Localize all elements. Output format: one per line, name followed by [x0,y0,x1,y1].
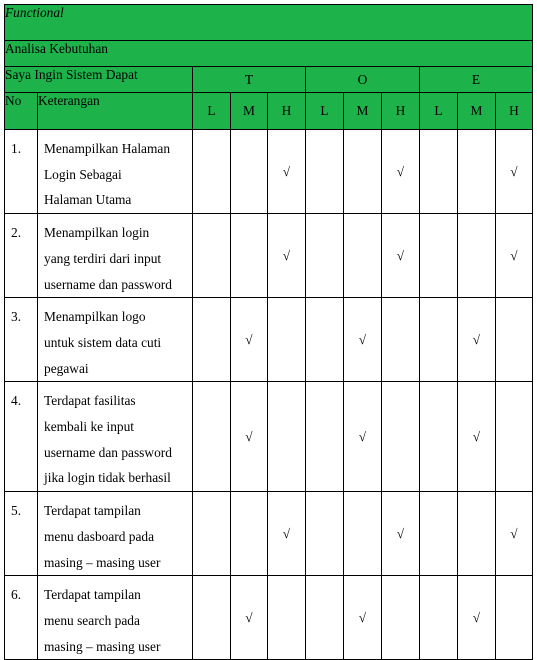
keterangan-line: Halaman Utama [44,192,132,208]
row-keterangan [38,382,193,492]
check-mark-icon: √ [472,609,481,625]
check-cell-t-l [193,298,231,382]
row-number: 5. [5,492,38,576]
check-cell-e-h [496,214,533,298]
keterangan-line: menu search pada [44,612,140,628]
row-number: 3. [5,298,38,382]
check-mark-icon: √ [245,609,253,625]
check-cell-t-l [193,576,231,660]
check-cell-o-h [382,492,420,576]
table-row [5,214,533,298]
row-keterangan [38,576,193,660]
check-mark-icon: √ [396,163,405,179]
keterangan-line: Terdapat fasilitas [44,393,136,409]
header-no: No [5,93,38,130]
check-mark-icon: √ [358,331,367,347]
check-cell-o-l [306,382,344,492]
check-cell-t-h [268,214,306,298]
keterangan-line: menu dasboard pada [44,528,155,544]
check-cell-o-h [382,382,420,492]
keterangan-line: yang terdiri dari input [44,250,162,266]
check-cell-t-m [231,214,268,298]
check-cell-t-l [193,382,231,492]
keterangan-line: kembali ke input [44,419,134,435]
table-row [5,298,533,382]
check-cell-t-m [231,382,268,492]
check-cell-e-m [458,214,496,298]
check-cell-o-m [344,382,382,492]
check-cell-e-m [458,130,496,214]
row-number: 4. [5,382,38,492]
check-cell-o-m [344,492,382,576]
header-level-t-m: M [231,93,268,130]
check-cell-o-l [306,214,344,298]
check-mark-icon: √ [282,163,291,179]
row-number: 2. [5,214,38,298]
check-cell-o-h [382,576,420,660]
group-header-o: O [306,67,420,93]
group-header-t: T [193,67,306,93]
check-cell-t-h [268,382,306,492]
header-keterangan: Keterangan [38,93,193,130]
check-cell-t-l [193,492,231,576]
keterangan-line: jika login tidak berhasil [44,470,171,486]
keterangan-line: Terdapat tampilan [44,503,141,519]
check-cell-o-h [382,214,420,298]
check-cell-t-h [268,130,306,214]
check-cell-e-l [420,492,458,576]
header-level-o-l: L [306,93,344,130]
check-cell-o-m [344,576,382,660]
row-keterangan [38,214,193,298]
check-cell-o-l [306,298,344,382]
check-cell-o-l [306,576,344,660]
check-mark-icon: √ [358,609,367,625]
table-row [5,492,533,576]
keterangan-line: untuk sistem data cuti [44,334,162,350]
check-cell-t-l [193,214,231,298]
header-level-e-l: L [420,93,458,130]
header-level-e-h: H [496,93,533,130]
check-cell-e-l [420,130,458,214]
check-cell-e-m [458,576,496,660]
keterangan-line: Terdapat tampilan [44,587,141,603]
row-number: 6. [5,576,38,660]
row-keterangan [38,492,193,576]
check-cell-o-l [306,492,344,576]
check-cell-e-h [496,492,533,576]
requirements-table [4,4,533,660]
check-mark-icon: √ [282,525,291,541]
table-row [5,576,533,660]
check-cell-t-m [231,298,268,382]
group-header-row [5,67,533,93]
section-row [5,41,533,67]
check-cell-o-m [344,130,382,214]
row-keterangan [38,130,193,214]
check-cell-t-h [268,576,306,660]
keterangan-line: Menampilkan login [44,225,150,241]
check-cell-t-m [231,576,268,660]
check-mark-icon: √ [510,163,518,179]
check-cell-t-h [268,298,306,382]
check-mark-icon: √ [510,247,518,263]
check-cell-e-h [496,382,533,492]
header-level-o-m: M [344,93,382,130]
table-row [5,382,533,492]
header-level-e-m: M [458,93,496,130]
group-header-e: E [420,67,533,93]
table-title: Functional [5,5,533,41]
keterangan-line: Menampilkan logo [44,309,146,325]
check-mark-icon: √ [396,525,405,541]
column-header-row [5,93,533,130]
keterangan-line: username dan password [44,444,172,460]
check-cell-e-l [420,298,458,382]
check-mark-icon: √ [472,428,481,444]
check-cell-o-m [344,214,382,298]
header-level-t-h: H [268,93,306,130]
check-mark-icon: √ [282,247,291,263]
check-cell-e-l [420,576,458,660]
check-cell-o-h [382,298,420,382]
check-cell-t-m [231,492,268,576]
check-cell-o-h [382,130,420,214]
check-cell-t-h [268,492,306,576]
keterangan-line: username dan password [44,276,172,292]
check-mark-icon: √ [510,525,518,541]
check-cell-e-h [496,130,533,214]
check-cell-e-l [420,214,458,298]
row-keterangan [38,298,193,382]
check-cell-e-l [420,382,458,492]
check-cell-e-m [458,382,496,492]
table-row [5,130,533,214]
keterangan-line: masing – masing user [44,554,161,570]
check-cell-o-m [344,298,382,382]
check-cell-e-h [496,298,533,382]
check-cell-t-m [231,130,268,214]
keterangan-line: Menampilkan Halaman [44,141,171,156]
check-mark-icon: √ [245,428,253,444]
check-cell-o-l [306,130,344,214]
title-row [5,5,533,41]
header-label: Saya Ingin Sistem Dapat [5,67,193,93]
keterangan-line: masing – masing user [44,638,161,654]
check-mark-icon: √ [245,331,253,347]
section-title: Analisa Kebutuhan [5,41,533,67]
check-cell-e-h [496,576,533,660]
check-cell-e-m [458,298,496,382]
header-level-t-l: L [193,93,231,130]
keterangan-line: pegawai [44,360,89,376]
row-number: 1. [5,130,38,214]
check-cell-t-l [193,130,231,214]
check-cell-e-m [458,492,496,576]
keterangan-line: Login Sebagai [44,166,122,182]
check-mark-icon: √ [358,428,367,444]
header-level-o-h: H [382,93,420,130]
check-mark-icon: √ [396,247,405,263]
check-mark-icon: √ [472,331,481,347]
